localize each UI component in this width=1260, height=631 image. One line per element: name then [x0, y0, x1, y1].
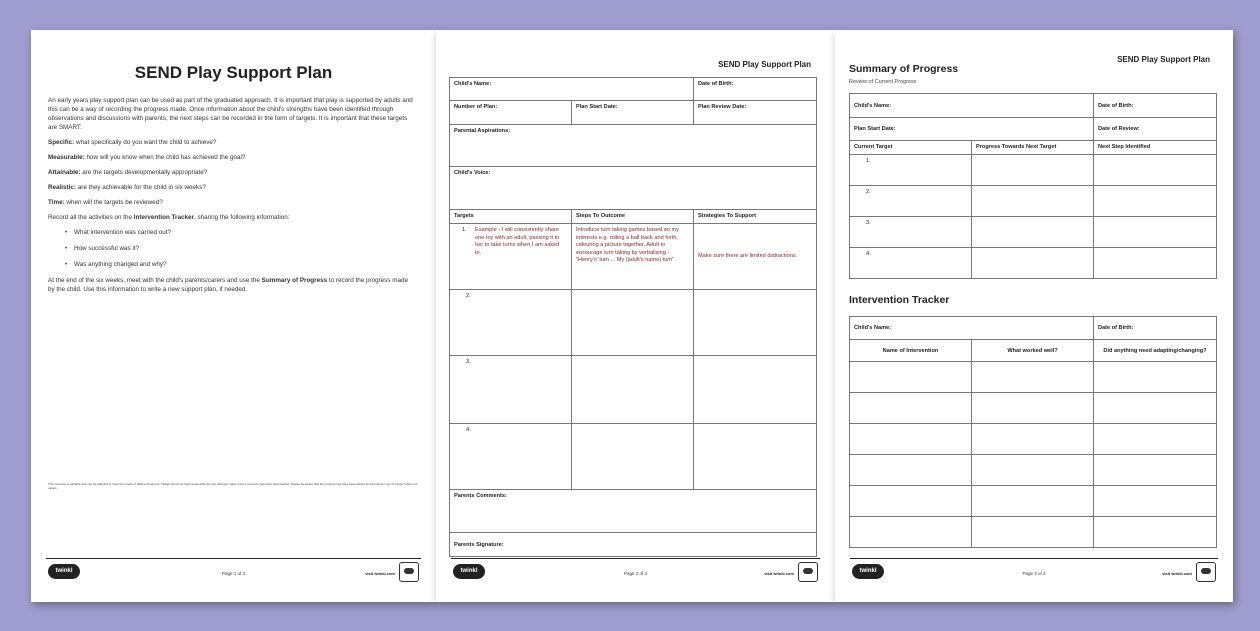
page-number: Page 2 of 3	[623, 571, 648, 576]
smart-time: Time: when will the targets be reviewed?	[48, 199, 163, 206]
table-cell[interactable]	[850, 424, 972, 455]
table-cell[interactable]	[972, 362, 1094, 393]
table-row	[850, 217, 1217, 248]
twinkl-logo: twinkl	[453, 564, 485, 579]
table-row	[850, 317, 1217, 340]
intervention-tracker-table	[849, 316, 1217, 548]
strategies-cell[interactable]	[694, 356, 817, 424]
parental-aspirations-field[interactable]: Parental Aspirations:	[450, 125, 817, 167]
example-strategies-cell[interactable]: Make sure there are limited distractions.	[694, 224, 817, 290]
support-plan-table	[449, 77, 817, 557]
col-header-strategies: Strategies To Support	[694, 210, 817, 224]
visit-link[interactable]: visit twinkl.com	[1162, 571, 1192, 576]
example-target: Example - I will consistently share one toy with an adult, passing it to her to take turns when I am asked to.	[475, 227, 560, 256]
col-header-steps: Steps To Outcome	[572, 210, 694, 224]
col-header-worked: What worked well?	[972, 340, 1094, 362]
table-row	[850, 517, 1217, 548]
table-row	[450, 101, 817, 125]
plan-number-field[interactable]: Number of Plan:	[450, 101, 572, 125]
smart-specific: Specific: what specifically do you want the child to achieve?	[48, 139, 217, 146]
strategies-cell[interactable]	[694, 290, 817, 356]
table-cell[interactable]	[850, 455, 972, 486]
disclaimer: This resource is editable and can be adapted to meet the needs of different learners. Twinkl cannot be held responsible for any changes made once a resource has been downloaded. Please be aware that the content may have been edited and therefore may no longer reflect our values.	[48, 482, 418, 490]
table-row	[850, 186, 1217, 217]
steps-cell[interactable]	[572, 290, 694, 356]
strategies-cell[interactable]	[694, 424, 817, 490]
tracker-title: Intervention Tracker	[849, 294, 950, 306]
table-cell[interactable]	[850, 393, 972, 424]
page-3	[835, 30, 1233, 602]
table-header-row	[850, 141, 1217, 155]
row-number: 1.	[462, 227, 467, 233]
table-row	[450, 356, 817, 424]
table-row	[450, 533, 817, 557]
table-cell[interactable]	[972, 455, 1094, 486]
table-cell[interactable]	[972, 486, 1094, 517]
progress-cell[interactable]	[972, 248, 1094, 279]
tracker-childs-name-field[interactable]: Child's Name:	[850, 317, 1094, 340]
summary-table	[849, 93, 1217, 279]
summary-title: Summary of Progress	[849, 63, 959, 75]
col-header-progress: Progress Towards Next Target	[972, 141, 1094, 155]
table-cell[interactable]	[972, 424, 1094, 455]
visit-link[interactable]: visit twinkl.com	[764, 571, 794, 576]
col-header-targets: Targets	[450, 210, 572, 224]
table-cell[interactable]	[1094, 362, 1217, 393]
table-row	[850, 155, 1217, 186]
col-header-next: Next Step Identified	[1094, 141, 1217, 155]
review-date-field[interactable]: Date of Review:	[1094, 118, 1217, 141]
table-row	[850, 94, 1217, 118]
steps-cell[interactable]	[572, 356, 694, 424]
plan-review-field[interactable]: Plan Review Date:	[694, 101, 817, 125]
row-number[interactable]: 2.	[850, 186, 972, 217]
next-step-cell[interactable]	[1094, 248, 1217, 279]
table-header-row	[850, 340, 1217, 362]
page-number: Page 1 of 3	[221, 571, 246, 576]
end-paragraph: At the end of the six weeks, meet with the child's parents/carers and use the Summary of Progress to record the progress made by the child. Use this information to write a new support plan, if needed.	[48, 277, 408, 293]
page-footer	[451, 558, 820, 586]
table-row	[850, 248, 1217, 279]
list-item: • What intervention was carried out?	[48, 228, 414, 237]
record-list	[48, 228, 414, 269]
table-cell[interactable]	[1094, 424, 1217, 455]
col-header-adapt: Did anything need adapting/changing?	[1094, 340, 1217, 362]
quality-seal-icon	[399, 562, 419, 582]
table-cell[interactable]	[972, 517, 1094, 548]
table-row	[450, 424, 817, 490]
table-row	[450, 290, 817, 356]
table-cell[interactable]	[1094, 517, 1217, 548]
next-step-cell[interactable]	[1094, 186, 1217, 217]
plan-start-field[interactable]: Plan Start Date:	[850, 118, 1094, 141]
table-row	[850, 424, 1217, 455]
progress-cell[interactable]	[972, 217, 1094, 248]
list-item: • How successful was it?	[48, 244, 414, 253]
page-title: SEND Play Support Plan	[134, 63, 333, 82]
table-cell[interactable]	[1094, 393, 1217, 424]
table-row	[450, 125, 817, 167]
twinkl-logo: twinkl	[852, 564, 884, 579]
dob-field[interactable]: Date of Birth:	[1094, 94, 1217, 118]
record-paragraph: Record all the activities on the Intervention Tracker, sharing the following information:	[48, 214, 290, 221]
parents-signature-field[interactable]: Parents Signature:	[450, 533, 817, 557]
steps-cell[interactable]	[572, 424, 694, 490]
smart-attainable: Attainable: are the targets developmentally appropriate?	[48, 169, 208, 176]
table-row	[450, 490, 817, 533]
smart-measurable: Measurable: how will you know when the child has achieved the goal?	[48, 154, 246, 161]
plan-start-field[interactable]: Plan Start Date:	[572, 101, 694, 125]
table-row	[850, 486, 1217, 517]
quality-seal-icon	[1196, 562, 1216, 582]
row-number[interactable]: 1.	[850, 155, 972, 186]
col-header-intervention: Name of Intervention	[850, 340, 972, 362]
table-cell[interactable]	[972, 393, 1094, 424]
table-row	[850, 455, 1217, 486]
next-step-cell[interactable]	[1094, 155, 1217, 186]
example-steps-cell[interactable]: Introduce turn taking games based on my interests e.g. rolling a ball back and forth, colouring a picture together. Adult to encourage turn taking by verbalising - "Henry's' turn ... My (adult's name) turn".	[572, 224, 694, 290]
visit-link[interactable]: visit twinkl.com	[365, 571, 395, 576]
row-number[interactable]: 4.	[850, 248, 972, 279]
table-row	[450, 78, 817, 101]
childs-name-field[interactable]: Child's Name:	[850, 94, 1094, 118]
progress-cell[interactable]	[972, 155, 1094, 186]
twinkl-logo: twinkl	[48, 564, 80, 579]
page-footer	[850, 558, 1218, 586]
parents-comments-field[interactable]: Parents Comments:	[450, 490, 817, 533]
table-row	[850, 118, 1217, 141]
table-cell[interactable]	[1094, 455, 1217, 486]
page-1	[31, 30, 436, 602]
col-header-current: Current Target	[850, 141, 972, 155]
page-footer	[46, 558, 421, 586]
page-2	[436, 30, 835, 602]
dob-field[interactable]: Date of Birth:	[694, 78, 817, 101]
table-cell[interactable]	[850, 486, 972, 517]
table-header-row	[450, 210, 817, 224]
smart-realistic: Realistic: are they achievable for the child in six weeks?	[48, 184, 206, 191]
table-row	[850, 362, 1217, 393]
list-item: • Was anything changed and why?	[48, 260, 414, 269]
childs-name-field[interactable]: Child's Name:	[450, 78, 694, 101]
intro-paragraph: An early years play support plan can be used as part of the graduated approach. It is important that play is supported by adults and this can be a way of recording the progress made. Once information about the child's strengths have been identified through observations and discussions with parents, the next steps can be recorded in the form of targets. It is important that these targets are SMART:	[48, 97, 413, 131]
table-cell[interactable]	[850, 517, 972, 548]
progress-cell[interactable]	[972, 186, 1094, 217]
row-number[interactable]: 2.	[450, 290, 572, 356]
table-cell[interactable]	[1094, 486, 1217, 517]
next-step-cell[interactable]	[1094, 217, 1217, 248]
table-row	[450, 167, 817, 210]
row-number[interactable]: 4.	[450, 424, 572, 490]
example-target-cell[interactable]	[450, 224, 572, 290]
table-row	[850, 393, 1217, 424]
document-header: SEND Play Support Plan	[718, 60, 811, 69]
document-header: SEND Play Support Plan	[1117, 55, 1210, 64]
row-number[interactable]: 3.	[850, 217, 972, 248]
table-cell[interactable]	[850, 362, 972, 393]
quality-seal-icon	[798, 562, 818, 582]
intro-body	[48, 96, 414, 300]
page-number: Page 3 of 3	[1022, 571, 1046, 576]
row-number[interactable]: 3.	[450, 356, 572, 424]
table-row	[450, 224, 817, 290]
childs-voice-field[interactable]: Child's Voice:	[450, 167, 817, 210]
summary-subtitle: Review of Current Progress	[849, 79, 917, 85]
tracker-dob-field[interactable]: Date of Birth:	[1094, 317, 1217, 340]
